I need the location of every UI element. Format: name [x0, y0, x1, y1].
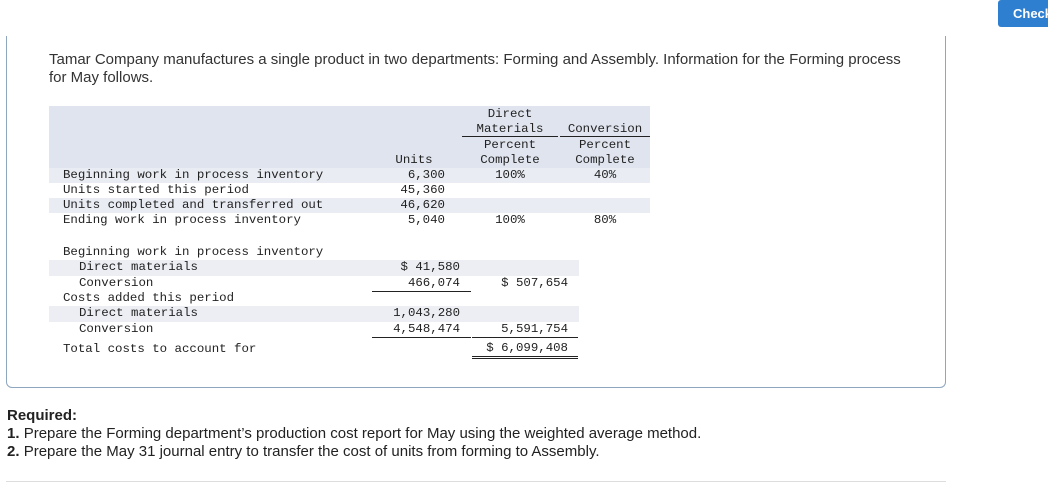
header-cv-rule	[560, 136, 650, 137]
header-cv-line1: Conversion	[567, 122, 643, 136]
costs-row-col1: 4,548,474	[393, 322, 460, 336]
subtotal-rule	[372, 291, 471, 292]
costs-row-label: Direct materials	[79, 260, 198, 274]
units-row-label: Ending work in process inventory	[63, 213, 301, 227]
units-row-label: Units completed and transferred out	[63, 198, 324, 212]
problem-intro: Tamar Company manufactures a single product in two departments: Forming and Assembly. Information for the Forming process for May follows.	[49, 51, 901, 86]
costs-row-col1: 1,043,280	[393, 306, 460, 320]
header-dm-rule	[462, 136, 558, 137]
required-item-num: 2.	[7, 443, 20, 460]
header-dm-line2: Materials	[476, 122, 544, 136]
costs-row-col2: $ 6,099,408	[486, 341, 568, 355]
costs-row-col1: 466,074	[407, 276, 460, 290]
required-item	[7, 443, 987, 461]
required-item-text: Prepare the Forming department’s production cost report for May using the weighted average method.	[23, 425, 702, 442]
header-cv-line3: Complete	[575, 153, 635, 167]
required-item-num: 1.	[7, 425, 20, 442]
units-row-units: 6,300	[407, 168, 445, 182]
required-section	[7, 407, 987, 461]
costs-row-label: Costs added this period	[63, 291, 235, 305]
units-row-units: 5,040	[407, 213, 445, 227]
header-dm-line1: Direct	[487, 107, 533, 121]
header-dm-line3: Percent	[483, 138, 537, 152]
total-rule	[472, 337, 578, 338]
required-item-text: Prepare the May 31 journal entry to transfer the cost of units from forming to Assembly.	[23, 443, 600, 460]
required-item	[7, 425, 987, 443]
units-row-units: 45,360	[400, 183, 445, 197]
units-row-cv: 40%	[593, 168, 617, 182]
units-row-dm: 100%	[495, 168, 525, 182]
units-row-units: 46,620	[400, 198, 445, 212]
units-row-label: Units started this period	[63, 183, 249, 197]
header-cv-line2: Percent	[578, 138, 632, 152]
units-table	[49, 106, 650, 228]
required-title: Required:	[7, 407, 78, 424]
costs-row-label: Beginning work in process inventory	[63, 245, 324, 259]
costs-row-label: Total costs to account for	[63, 342, 257, 356]
costs-row-label: Conversion	[79, 276, 154, 290]
costs-row-col2: $ 507,654	[501, 276, 568, 290]
costs-row-col1: $ 41,580	[400, 260, 460, 274]
units-row-label: Beginning work in process inventory	[63, 168, 324, 182]
costs-row-label: Conversion	[79, 322, 154, 336]
subtotal-rule	[372, 337, 471, 338]
header-units: Units	[395, 153, 433, 167]
costs-row-label: Direct materials	[79, 306, 198, 320]
header-dm-line4: Complete	[480, 153, 540, 167]
units-row-dm: 100%	[495, 213, 525, 227]
check-button[interactable]: Check	[998, 0, 1048, 27]
bottom-divider	[6, 481, 946, 482]
grand-total-double-rule	[472, 356, 578, 359]
units-row-cv: 80%	[593, 213, 617, 227]
costs-row-col2: 5,591,754	[501, 322, 568, 336]
